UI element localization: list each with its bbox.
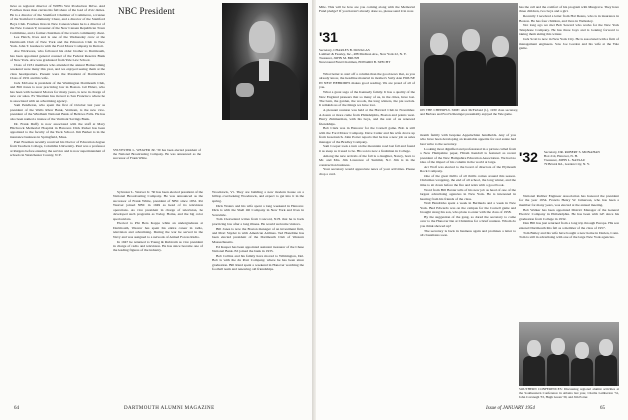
class-info: Secretary, CHARLES B. DOUGLAS Lambert & Feasley, Inc., 488 Madison Ave., New York 22, N. Y. Treasurer, JOHN M. BRUSH Newsround Fund Chairman, EDWARD B. SPECHT xyxy=(319,48,407,65)
left-column-1 xyxy=(10,4,105,399)
class-info: Secretary, DR. ROBERT S. MONAHAN Box 214, Hanover, N. H. Treasurer, JOHN L. NASSAU 79 Bristol Rd., Garden City, N. Y. xyxy=(543,150,600,167)
group-photo-caption: ON THE CHEERFUL SIDE: Alex McFarland (l.), 1930 class secretary, and Barbara and Fred Schlesinger presumably enjoyed the Yale game. xyxy=(420,108,518,116)
paragraph: Dick Waters and his wife spent a long weekend in Hanover. Dick is with the Shell Oil Company in New York and lives in Scarsdale. xyxy=(212,203,304,217)
paragraph: Art Wolf was elected to the board of directors of the Plymouth Rock Company. xyxy=(420,164,516,174)
paragraph: Sam Cooper took a turn on the mountain road last fall and found it as steep as it used to be. His son is now a freshman in College. xyxy=(319,144,415,153)
paragraph: Sam Pendleton, who spent the first of October last year as president of the Wells River Bank, Vermont, is the new vice-president of the Windham National Bank of Bellows Falls. He has also been named a trustee of the Vermont Savings Bank. xyxy=(10,103,105,121)
magazine-title: DARTMOUTH ALUMNI MAGAZINE xyxy=(124,406,215,411)
class-1931-header xyxy=(319,30,419,66)
group-photo xyxy=(420,3,518,106)
paragraph: In 1947 he returned to Young & Rubicam as vice president in charge of radio and television. He has since become one of the leading figures of the industry. xyxy=(113,239,203,253)
paragraph: Dr. Frank Duffy is now associated with the staff at Mary Hitchcock Memorial Hospital in Hanover. Dick Parker has been appointed to the faculty of the Tuck School. Jim Barker is in the insurance business in Springfield, Mass. xyxy=(10,121,105,139)
left-page xyxy=(0,0,312,420)
paragraph: Your secretary would appreciate news of your activities. Please drop a card. xyxy=(319,167,415,176)
paragraph: Word from Bill Baxter tells of his new job as head of one of the largest advertising agencies in New York. He is interested in hearing from his friends of the class. xyxy=(420,187,516,201)
paragraph: Lee Hatch, lives and is one of the Wednesday crew at the Dartmouth Club of New York and the Princeton Club in New York. John T. Gushee is with the Ford Motor Company in Detroit. xyxy=(10,35,105,49)
paragraph: Tom Bailey and his wife have bought a new home in Darien, Conn. Tom is still in advertising with one of the large New York agencies. xyxy=(519,230,619,239)
paragraph: Jack Scott is now in New York City. He is associated with a firm of management engineers. Saw Joe Gordon and his wife at the Yale game. xyxy=(519,37,619,50)
class-number: '32 xyxy=(519,149,538,165)
paragraph: Walt Hendricks spent a week in Bermuda and a week in New York. Bud Edwards was on the campus for the Cornell game and brought along his son, who plans to enter with the class of 1958. xyxy=(420,201,516,215)
paragraph: Ave Wickware, who followed his older brother to Dartmouth, has been appointed general counsel of the Federal Reserve Bank of New York. Ave was graduated from Yale Law School. xyxy=(10,49,105,63)
issue-label: Issue of JANUARY 1954 xyxy=(486,406,535,411)
right-column-3-top xyxy=(519,5,619,103)
paragraph: Bob Walker has been appointed District Manager of the General Electric Company in Philadelphia. He has been with GE since his graduation from College in 1932. xyxy=(519,207,619,221)
photo-caption: SYLVESTER L. WEAVER JR. '30 has been elected president of the National Broadcasting Company. He was announced as the successor of Frank White. xyxy=(113,148,201,160)
portrait-photo xyxy=(222,3,308,120)
paragraph: Recently I received a letter from Hal Deans, who is in insurance in Boston. He has four children, and lives in Wellesley. xyxy=(519,14,619,23)
paragraph: has the call and the comfort of his program with Musgrave. They have three children, two boys and a girl. xyxy=(519,5,619,14)
page-number: 64 xyxy=(14,406,19,411)
right-column-3 xyxy=(519,194,619,321)
class-number: '31 xyxy=(319,29,338,45)
left-column-3 xyxy=(212,190,304,399)
paragraph: lieve as regional director of WPB's War Production Drive. And Fowlkes more than carries his full share of the load of civic duties. He is a director of the Stamford Chamber of Commerce, a trustee of the Stamford Community Chest, and a director of the Stamford Boys Club. Fowlkes lives in New Canaan where he is a director of the New Canaan Y, treasurer of the New Canaan Republican Town Committee, and a former chairman of the town's community chest. xyxy=(10,4,105,35)
right-column-1-top xyxy=(319,5,415,30)
paragraph: Paul Freeman recently received his Doctor of Education degree from Teachers College, Columbia University. Paul was a professor at Rutgers before entering the service and is now superintendent of schools in Westchester County, N.Y. xyxy=(10,139,105,158)
paragraph: Not long ago we met Bob Seward who works for the New York Telephone Company. He has three boys and is looking forward to taking them skiing this winter. xyxy=(519,23,619,37)
paragraph: Jack McLane is president of the Washington Dartmouth Club, and Bill Jones is now practicing law in Boston. Gil Ehlert, who has been with General Motors for many years, is now in charge of new car sales. Ev Sherman has moved to San Francisco where he is associated with an advertising agency. xyxy=(10,80,105,103)
paragraph: Bob Clark was in Hanover for the Cornell game. Bob is still with the Ford Motor Company. Dave Cutler and his wife drove up from Greenwich. John Porter reports that he has a new job as sales manager of the Bradley Company. xyxy=(319,126,415,144)
paragraph: Tom Cleaveland writes from Concord, N.H. that he is back practicing law after a long illness. He would welcome visitors. xyxy=(212,217,304,226)
paragraph: Among the new arrivals of the fall is a daughter, Nancy, born to Mr. and Mrs. Jim Lawrence of Summit, N.J. Jim is in the construction business. xyxy=(319,153,415,167)
section-heading: NBC President xyxy=(118,6,175,16)
left-column-2 xyxy=(113,190,203,399)
paragraph: National Rubber Engineer Association has honored the president for the year 1954. Francis Henry W. Jamerson, who has been a member for many years, was elected at the annual meeting. xyxy=(519,194,619,207)
right-column-1 xyxy=(319,72,415,399)
conference-photo xyxy=(519,322,619,386)
paragraph: Looking most dignified and professional in a picture culled from a New Hampshire paper, Hiram Kendall is featured as recent president of the New Hampshire Education Association. We had no idea of the impact of his column in the world at large. xyxy=(420,146,516,165)
page-number: 65 xyxy=(600,406,605,411)
paragraph: The secretary is back in business again and promises a letter to all classmates soon. xyxy=(420,228,516,238)
paragraph: Bill Jones is now the Boston manager of an investment firm, and Mort Snyder is with American Airlines. Ted Hazeltine has been elected president of the Dartmouth Club of Western Massachusetts. xyxy=(212,226,304,244)
paragraph: Bob Collins and his family have moved to Wilmington, Del. Bob is with the du Pont Company, where he has been since graduation. Bill Rand spent a weekend in Hanover watching the football team and renewing old friendships. xyxy=(212,253,304,272)
paragraph: Woodstock, Vt. They are building a new modern house on a hilltop overlooking Woodstock, and expect to get into it in the spring. xyxy=(212,190,304,203)
conference-photo-caption: SOUTHERN CONFERENCES: Discussing regional alumni activities at the Southeastern Conference in Atlanta last year, Charlie Lamberton '31, John Cavanagh '33, Hugh Green '30, and Jim Porter. xyxy=(519,387,619,399)
right-column-2 xyxy=(420,133,516,399)
paragraph: Class of 1931 members who attended the annual Homecoming weekend were many this year, and we enjoyed seeing them at the class headquarters. Present were the President of Dartmouth's Class of 1931 and his wife. xyxy=(10,62,105,81)
paragraph: Ed Kasper has been appointed assistant treasurer of the Chase National Bank. Ed joined the bank in 1935. xyxy=(212,244,304,254)
paragraph: What better to start off a column than the good news that, as you already know, the headline material in mother's Sally Ann HOUSE IN NEW HEBRIDES makes good reading. We are proud of all of you. xyxy=(319,72,415,90)
paragraph: Elected to Phi Beta Kappa while an undergraduate at Dartmouth, Weaver has spent his entire career in radio, television and advertising. During the war he served in the Navy and was assigned to a network of Armed Forces Radio. xyxy=(113,221,203,239)
paragraph: Sylvester L. Weaver Jr. '30 has been elected president of the National Broadcasting Company. He was announced as the successor of Frank White, president of NBC since 1952. Pat Weaver joined NBC in 1949 as head of its television operations. As vice president in charge of television, he developed such programs as Today, Home, and the big color spectaculars. xyxy=(113,190,203,221)
paragraph: month family with bespoke Appalachian handholds. Any of you who have been developing an insatiable appetite for real estate had best write to the secretary. xyxy=(420,133,516,146)
paragraph: One of the great thrills of all thrills comes around this season. Christmas wrapping, the end of all school, the long winter, and the time to sit down before the fire and relax with a good book. xyxy=(420,173,516,187)
paragraph: Mile. This will be how are you coming along with the Memorial Fund pledge? If you haven't already done so, please send it in now. xyxy=(319,5,415,14)
paragraph: What a great saga of the Kennedy family. It has a quality of the New England pioneers that so many of us, in the cities, have lost. The barn, the garden, the woods, the long winters, the pie socials. It reminds us of the things we have lost. xyxy=(319,90,415,108)
paragraph: A pleasant reunion was held at the Harvard Club in November. A dozen or more came from Philadelphia, Boston and points west. Harry Zimmerman, with his boys, and the rest of us renewed friendships. xyxy=(319,108,415,126)
class-1932-header xyxy=(519,150,619,168)
paragraph: Dan Hill has just returned from a long trip through Europe. His son entered Dartmouth this fall as a member of the class of 1957. xyxy=(519,221,619,230)
paragraph: By the suggestion of the gang, so dared the secretary to come over to the Hanover Inn at Christmas for a brief reunion. Whom do you think showed up? xyxy=(420,214,516,228)
